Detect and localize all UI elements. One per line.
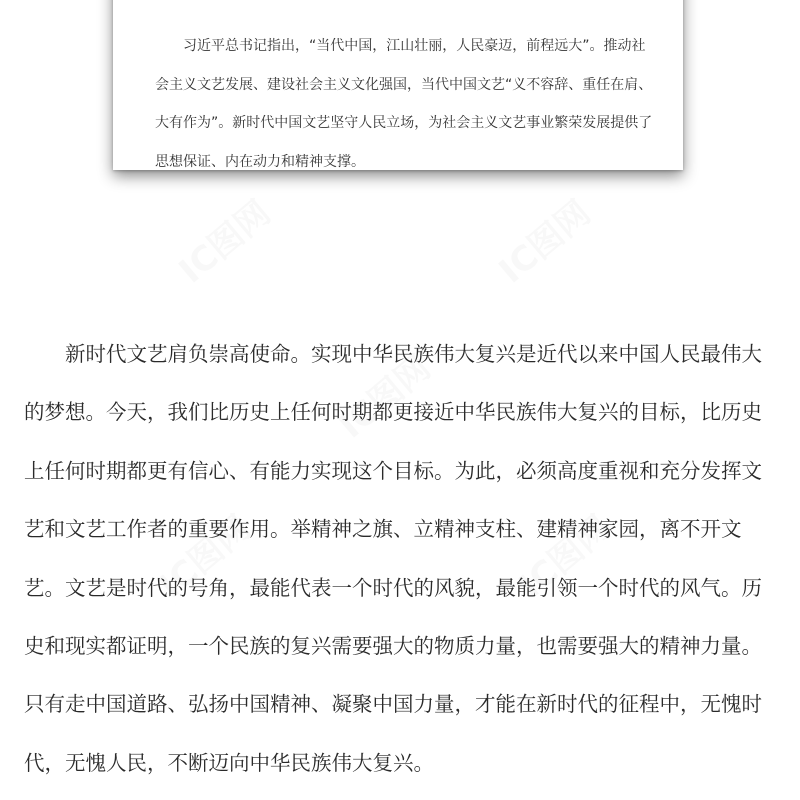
watermark-3: IC图网 [331,347,439,447]
watermark-2: IC图网 [491,192,599,292]
watermark-5: IC图网 [511,507,619,607]
quote-text: 习近平总书记指出，“当代中国，江山壮丽，人民豪迈，前程远大”。推动社会主义文艺发展、建设社会主义文化强国，当代中国文艺“义不容辞、重任在肩、大有作为”。新时代中国文艺坚守人民立场，为社会主义文艺事业繁荣发展提供了思想保证、内在动力和精神支撑。 [155,38,653,170]
article-paragraph: 新时代文艺肩负崇高使命。实现中华民族伟大复兴是近代以来中国人民最伟大的梦想。今天，我们比历史上任何时期都更接近中华民族伟大复兴的目标，比历史上任何时期都更有信心、有能力实现这个目标。为此，必须高度重视和充分发挥文艺和文艺工作者的重要作用。举精神之旗、立精神支柱、建精神家园，离不开文艺。文艺是时代的号角，最能代表一个时代的风貌，最能引领一个时代的风气。历史和现实都证明，一个民族的复兴需要强大的物质力量，也需要强大的精神力量。只有走中国道路、弘扬中国精神、凝聚中国力量，才能在新时代的征程中，无愧时代，无愧人民，不断迈向中华民族伟大复兴。 [24,342,762,775]
watermark-1: IC图网 [171,192,279,292]
watermark-4: IC图网 [151,507,259,607]
quote-card [113,0,683,170]
